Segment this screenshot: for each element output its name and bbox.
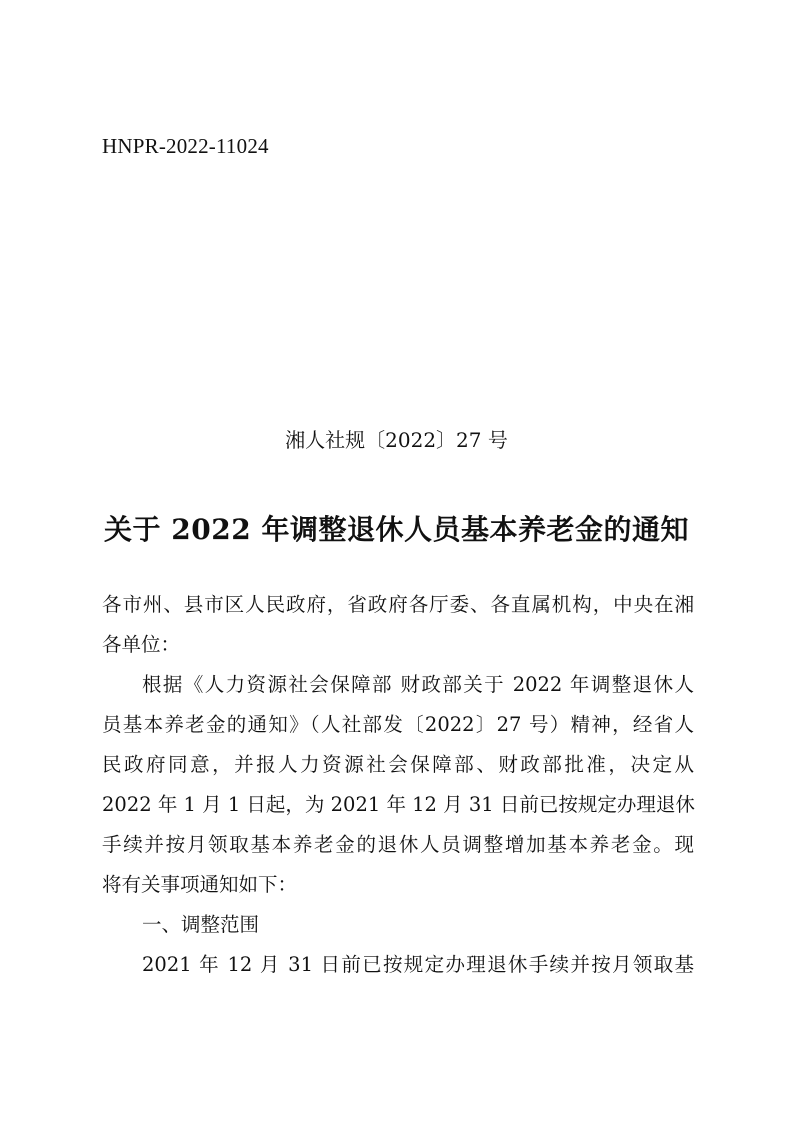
document-title: 关于 2022 年调整退休人员基本养老金的通知 <box>104 513 689 546</box>
paragraph-line: 2022 年 1 月 1 日起，为 2021 年 12 月 31 日前已按规定办理退休 <box>102 793 695 816</box>
salutation-line: 各市州、县市区人民政府，省政府各厅委、各直属机构，中央在湘 <box>102 593 694 616</box>
paragraph-line: 根据《人力资源社会保障部 财政部关于 2022 年调整退休人 <box>142 673 694 696</box>
paragraph-1 <box>102 665 694 905</box>
paragraph-line: 民政府同意，并报人力资源社会保障部、财政部批准，决定从 <box>102 753 694 776</box>
paragraph-line: 将有关事项通知如下： <box>102 873 298 896</box>
section-heading: 一、调整范围 <box>142 913 260 936</box>
salutation <box>102 585 694 665</box>
salutation-line: 各单位： <box>102 633 181 656</box>
paragraph-line: 2021 年 12 月 31 日前已按规定办理退休手续并按月领取基 <box>142 953 694 976</box>
paragraph-line: 手续并按月领取基本养老金的退休人员调整增加基本养老金。现 <box>102 833 694 856</box>
section-1 <box>102 905 694 985</box>
document-number: 湘人社规〔2022〕27 号 <box>285 428 508 452</box>
document-code: HNPR-2022-11024 <box>102 134 269 158</box>
paragraph-line: 员基本养老金的通知》（人社部发〔2022〕27 号）精神，经省人 <box>102 713 694 736</box>
